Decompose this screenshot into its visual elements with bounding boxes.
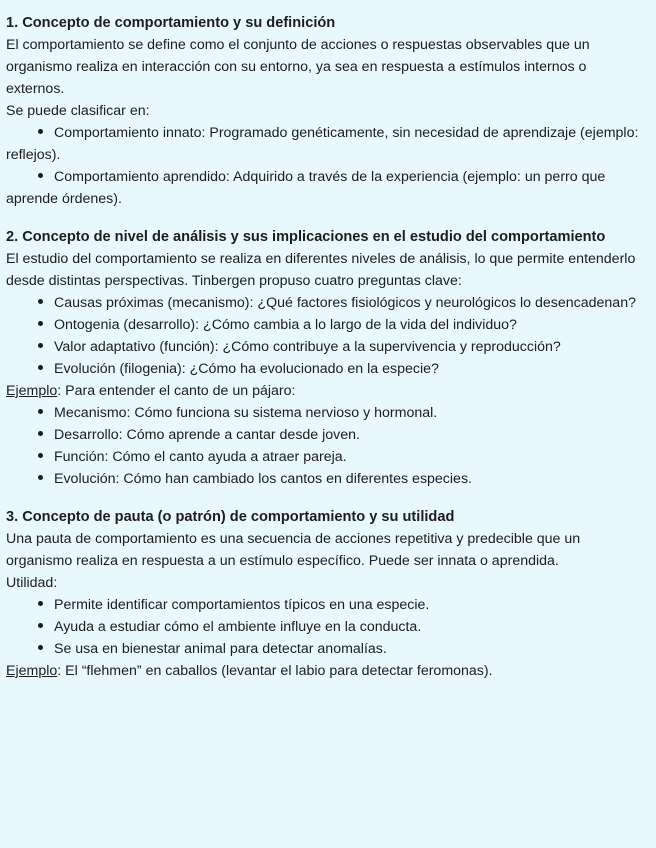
section-3 — [6, 506, 644, 682]
section-3-intro: Una pauta de comportamiento es una secuencia de acciones repetitiva y predecible que un organismo realiza en respuesta a un estímulo específico. Puede ser innata o aprendida. — [6, 531, 581, 569]
list-item: Ayuda a estudiar cómo el ambiente influye en la conducta. — [6, 616, 644, 638]
list-item: Ontogenia (desarrollo): ¿Cómo cambia a lo largo de la vida del individuo? — [6, 314, 644, 336]
list-item: Mecanismo: Cómo funciona su sistema nervioso y hormonal. — [6, 402, 644, 424]
section-1 — [6, 12, 644, 210]
example-label: Ejemplo — [6, 383, 58, 399]
list-item: Comportamiento innato: Programado genéticamente, sin necesidad de aprendizaje (ejemplo: reflejos). — [6, 122, 644, 166]
section-1-list — [6, 122, 644, 210]
list-item: Se usa en bienestar animal para detectar anomalías. — [6, 638, 644, 660]
section-1-intro: El comportamiento se define como el conjunto de acciones o respuestas observables que un organismo realiza en interacción con su entorno, ya sea en respuesta a estímulos internos o externos. — [6, 37, 590, 97]
example-text: : El “flehmen” en caballos (levantar el labio para detectar feromonas). — [57, 663, 493, 679]
section-2 — [6, 226, 644, 490]
list-item: Evolución: Cómo han cambiado los cantos en diferentes especies. — [6, 468, 644, 490]
example-label: Ejemplo — [6, 663, 58, 679]
list-item: Evolución (filogenia): ¿Cómo ha evolucionado en la especie? — [6, 358, 644, 380]
list-item: Comportamiento aprendido: Adquirido a través de la experiencia (ejemplo: un perro que aprende órdenes). — [6, 166, 644, 210]
section-3-example — [6, 660, 644, 682]
list-item: Función: Cómo el canto ayuda a atraer pareja. — [6, 446, 644, 468]
list-item: Causas próximas (mecanismo): ¿Qué factores fisiológicos y neurológicos lo desencadenan? — [6, 292, 644, 314]
list-item: Desarrollo: Cómo aprende a cantar desde joven. — [6, 424, 644, 446]
section-3-list — [6, 594, 644, 660]
list-item: Permite identificar comportamientos típicos en una especie. — [6, 594, 644, 616]
section-1-lead: Se puede clasificar en: — [6, 103, 150, 119]
section-1-heading: 1. Concepto de comportamiento y su definición — [6, 15, 336, 31]
section-2-example — [6, 380, 644, 402]
example-text: : Para entender el canto de un pájaro: — [57, 383, 296, 399]
section-2-example-list — [6, 402, 644, 490]
section-2-heading: 2. Concepto de nivel de análisis y sus implicaciones en el estudio del comportamiento — [6, 229, 606, 245]
section-3-lead: Utilidad: — [6, 575, 58, 591]
section-2-intro: El estudio del comportamiento se realiza en diferentes niveles de análisis, lo que permite entenderlo desde distintas perspectivas. Tinbergen propuso cuatro preguntas clave: — [6, 251, 636, 289]
list-item: Valor adaptativo (función): ¿Cómo contribuye a la supervivencia y reproducción? — [6, 336, 644, 358]
section-3-heading: 3. Concepto de pauta (o patrón) de comportamiento y su utilidad — [6, 509, 455, 525]
section-2-list — [6, 292, 644, 380]
